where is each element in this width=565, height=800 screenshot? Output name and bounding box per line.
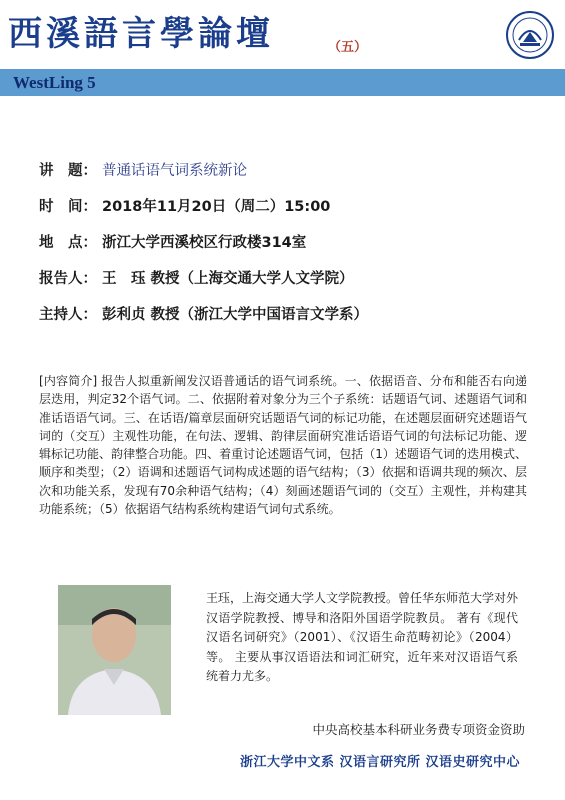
series-name: WestLing 5 <box>13 73 96 92</box>
time-value: 2018年11月20日（周二）15:00 <box>102 199 331 215</box>
time-row <box>39 195 549 231</box>
series-banner <box>0 69 565 96</box>
speaker-portrait-icon <box>58 585 171 715</box>
topic-value: 普通话语气词系统新论 <box>102 163 247 179</box>
page-title: 西溪語言學論壇 <box>8 14 274 54</box>
abstract-text: [内容简介] 报告人拟重新阐发汉语普通话的语气词系统。一、依据语音、分布和能否右向递层迭用，判定32个语气词。二、依据附着对象分为三个子系统：话题语气词、述题语气词和准话语语气词。三、在话语/篇章层面研究话题语气词的标记功能，在述题层面研究述题语气词的（交互）主观性功能，在句法、逻辑、韵律层面研究准话语语气词的句法标记功能、逻辑标记功能、韵律整合功能。四、着重讨论述题语气词，包括（1）述题语气词的迭用模式、顺序和类型；（2）语调和述题语气词构成述题的语气结构；（3）依据和语调共现的频次、层次和功能关系，发现有70余种语气结构；（4）刻画述题语气词的（交互）主观性，并构建其功能系统；（5）依据语气结构系统构建语气词句式系统。 <box>39 374 527 517</box>
topic-label: 讲 题： <box>39 163 97 179</box>
host-label: 主持人： <box>39 307 97 323</box>
place-label: 地 点： <box>39 235 97 251</box>
reporter-label: 报告人： <box>39 271 97 287</box>
place-row <box>39 231 549 267</box>
topic-row <box>39 159 549 195</box>
event-info <box>39 159 549 339</box>
issue-number: （五） <box>328 40 368 55</box>
reporter-value: 王 珏 教授（上海交通大学人文学院） <box>102 271 354 287</box>
speaker-photo <box>58 585 171 715</box>
funding-note: 中央高校基本科研业务费专项资金资助 <box>312 722 525 737</box>
university-seal-icon <box>505 10 555 60</box>
time-label: 时 间： <box>39 199 97 215</box>
host-value: 彭利贞 教授（浙江大学中国语言文学系） <box>102 307 369 323</box>
organizer-footer: 浙江大学中文系 汉语言研究所 汉语史研究中心 <box>239 755 520 770</box>
host-row <box>39 303 549 339</box>
reporter-row <box>39 267 549 303</box>
place-value: 浙江大学西溪校区行政楼314室 <box>102 235 307 251</box>
speaker-bio: 王珏，上海交通大学人文学院教授。曾任华东师范大学对外汉语学院教授、博导和洛阳外国语学院教员。 著有《现代汉语名词研究》（2001）、《汉语生命范畴初论》（2004）等。 主要从事汉语语法和词汇研究，近年来对汉语语气系统着力尤多。 <box>206 591 519 683</box>
